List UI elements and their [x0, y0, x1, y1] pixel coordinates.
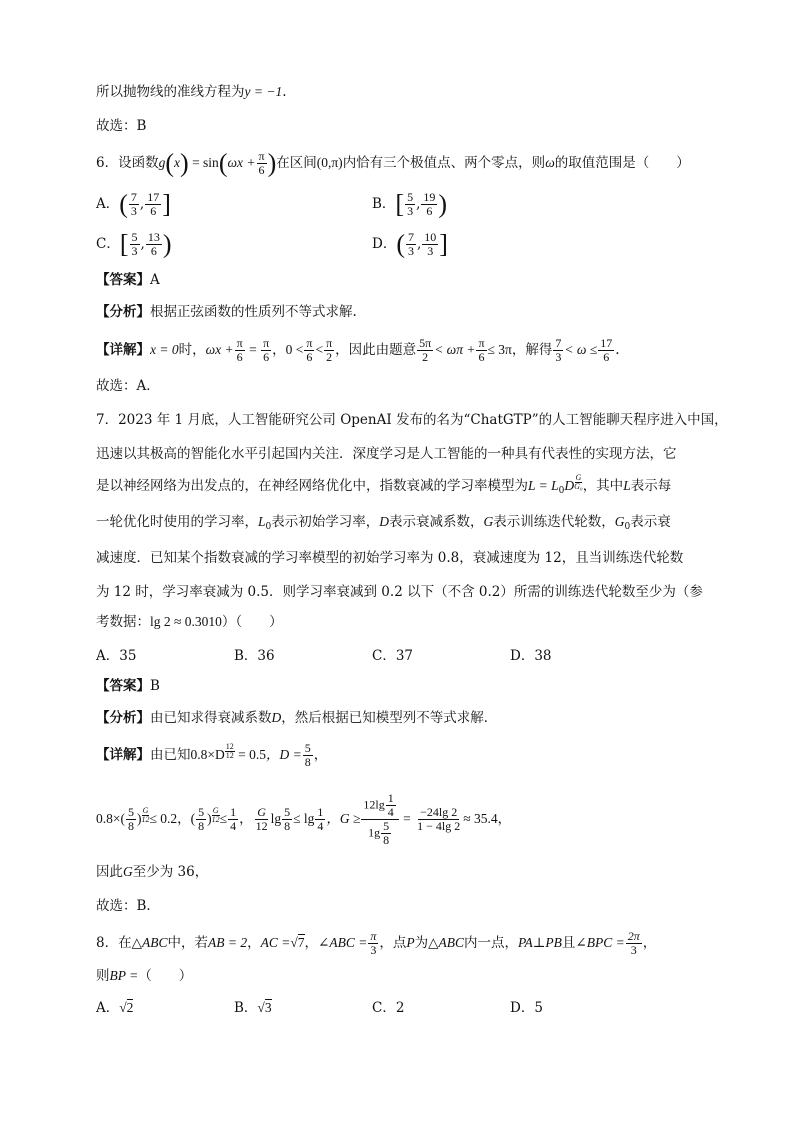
func-g: g [158, 155, 166, 170]
analysis-tag: 【分析】 [96, 304, 150, 320]
q7-answer: 【答案】B [96, 678, 160, 694]
q8-option-b: B．√3 [234, 1000, 272, 1016]
q7-line-6: 为 12 时，学习率衰减为 0.5．则学习率衰减到 0.2 以下（不含 0.2）所需的训练迭代轮数至少为（参 [96, 584, 703, 600]
answer-value: A [150, 272, 160, 288]
q7-option-b: B．36 [234, 648, 275, 664]
q6-text-4: 的取值范围是（ ） [554, 155, 690, 171]
q6-option-d: D．( $\frac{7}{3}$ , $\frac{10}{3}$ ] [372, 229, 448, 259]
q8-line-2: 则BP =（ ） [96, 968, 193, 984]
q6-text: 设函数 [118, 155, 159, 171]
q7-line-2: 迅速以其极高的智能化水平引起国内关注．深度学习是人工智能的一种具有代表性的实现方法，它 [96, 446, 677, 462]
interval: (0,π) [316, 155, 343, 170]
q7-line-5: 减速度．已知某个指数衰减的学习率模型的初始学习率为 0.8，衰减速度为 12，且当训练迭代轮数 [96, 550, 684, 566]
q6-option-c: C．[ $\frac{5}{3}$ , $\frac{13}{6}$ ) [96, 229, 172, 259]
q6-number: 6． [96, 155, 119, 171]
q7-line-4: 一轮优化时使用的学习率，$L_0$表示初始学习率，D表示衰减系数，G表示训练迭代轮数，$G_0$表示衰 [96, 514, 671, 532]
directrix-text: 所以抛物线的准线方程为 [96, 84, 245, 100]
q7-line-7: 考数据：lg 2 ≈ 0.3010）（ ） [96, 614, 283, 630]
q6-text-2: 在区间 [276, 155, 317, 171]
omega-2: ω [545, 155, 555, 170]
q6-text-3: 内恰有三个极值点、两个零点，则 [342, 155, 546, 171]
q8-stem: 8．在△ABC中，若AB = 2，AC =√7，∠ABC = $\frac{\pi}{3}$ ，点P为△ABC内一点，PA⊥PB且∠BPC = $\frac{2\pi}{3}$ ， [96, 929, 657, 957]
answer-tag: 【答案】 [96, 272, 150, 288]
pi-over-6: $\frac{\pi}{6}$ [258, 149, 265, 177]
q7-working: 0.8×( $\frac{5}{8}$ ) $\frac{G}{12}$ ≤ 0.2，( $\frac{5}{8}$ ) $\frac{G}{12}$ ≤ $\frac{1}{4}$ ， $\frac{G}{12}$ lg $\frac{5}{8}$ ≤ lg $\frac{1}{4}$ ，G ≥ 12lg $\frac{1}{4}$ 1g $\frac{5}{8}$ = $\frac{-24\lg 2}{1 - 4\lg 2}$ ≈ 35.4， [96, 791, 512, 847]
lr-model: L = L [528, 478, 559, 493]
q8-option-c: C．2 [372, 1000, 405, 1016]
period: . [282, 84, 287, 100]
q7-option-c: C．37 [372, 648, 414, 664]
q6-stem: 6．设函数g(x) = sin(ωx + $\frac{\pi}{6}$ )在区间(0,π)内恰有三个极值点、两个零点，则ω的取值范围是（ ） [96, 148, 690, 178]
q6-option-b: B．[ $\frac{5}{3}$ , $\frac{19}{6}$ ) [372, 189, 448, 219]
q7-conclusion: 因此G至少为 36， [96, 864, 209, 880]
var-x: x [174, 155, 181, 170]
q8-option-d: D．5 [510, 1000, 543, 1016]
omega: ω [227, 155, 238, 170]
q7-line-1: 7．2023 年 1 月底，人工智能研究公司 OpenAI 发布的名为“ChatGTP”的人工智能聊天程序进入中国， [96, 412, 728, 428]
detail-tag: 【详解】 [96, 342, 150, 358]
q7-line-3: 是以神经网络为出发点的，在神经网络优化中，指数衰减的学习率模型为$L = L_0D$ $\frac{G}{\text{G₀}}$ ，其中L表示每 [96, 473, 672, 496]
q7-option-a: A．35 [96, 648, 137, 664]
q7-option-d: D．38 [510, 648, 552, 664]
directrix-equation: y = −1 [244, 84, 283, 99]
q7-detail: 【详解】由已知0.8×D $\frac{12}{12}$ = 0.5，D = $\frac{5}{8}$ ， [96, 741, 328, 769]
analysis-text: 根据正弦函数的性质列不等式求解. [150, 304, 357, 320]
sin-eq: = sin [188, 155, 219, 170]
q6-option-a: A．( $\frac{7}{3}$ , $\frac{17}{6}$ ] [96, 189, 171, 219]
big-fraction: 12lg $\frac{1}{4}$ 1g $\frac{5}{8}$ [361, 792, 398, 847]
previous-answer: 故选：B [96, 118, 147, 134]
q6-detail: 【详解】x = 0时，ωx + $\frac{\pi}{6}$ = $\frac{\pi}{6}$ ，0 < $\frac{\pi}{6}$ < $\frac{\pi}{2}$ ，因此由题意 $\frac{5\pi}{2}$ < ωπ + $\frac{\pi}{6}$ ≤ 3π，解得 $\frac{7}{3}$ < ω ≤ $\frac{17}{6}$ . [96, 336, 620, 364]
q6-answer [96, 270, 160, 290]
q7-choose: 故选：B． [96, 898, 160, 914]
directrix-line [96, 82, 287, 102]
q6-analysis [96, 302, 357, 322]
x-plus: x + [237, 155, 256, 170]
q7-analysis: 【分析】由已知求得衰减系数D，然后根据已知模型列不等式求解． [96, 710, 498, 726]
q6-choose: 故选：A． [96, 378, 160, 394]
q8-option-a: A．√2 [96, 1000, 134, 1016]
